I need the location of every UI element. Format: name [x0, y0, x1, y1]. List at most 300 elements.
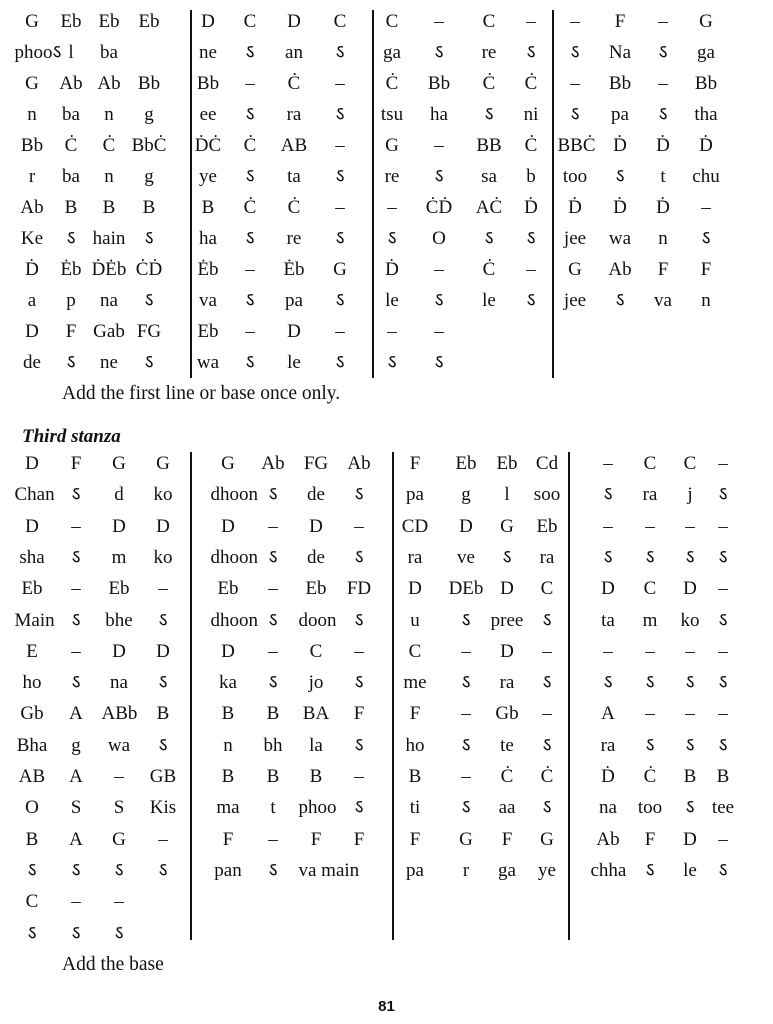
note-cell: Ċ [643, 766, 657, 787]
note-cell: – [658, 73, 668, 94]
note-cell: A [69, 828, 83, 850]
lyric-cell: ऽ [461, 672, 471, 694]
note-cell: Ḋ [25, 259, 39, 280]
lyric-row [18, 734, 736, 766]
note-cell: Ab [596, 828, 620, 850]
note-cell: C [333, 11, 347, 32]
lyric-cell: S [70, 797, 82, 819]
note-cell: – [268, 640, 278, 662]
note-cell: – [114, 891, 124, 913]
note-cell: Bb [196, 73, 220, 94]
lyric-cell: ऽ [354, 546, 364, 568]
lyric-cell: g [144, 104, 154, 125]
lyric-cell: ऽ [461, 734, 471, 756]
note-cell: Eb [455, 453, 477, 474]
note-cell: A [69, 703, 83, 725]
lyric-cell: tee [711, 797, 735, 819]
lyric-cell: ऽ [114, 859, 124, 881]
note-cell: C [385, 11, 399, 32]
lyric-cell: doon [298, 609, 337, 631]
note-cell: – [718, 515, 728, 537]
notation-grid-2 [14, 452, 736, 944]
note-cell: C [408, 640, 422, 662]
lyric-cell: la [309, 734, 323, 756]
note-cell: – [268, 828, 278, 850]
note-cell: F [657, 259, 669, 280]
note-cell: – [526, 259, 536, 280]
note-cell: D [156, 515, 170, 537]
note-cell: B [408, 766, 422, 787]
lyric-cell: ve [457, 546, 475, 568]
lyric-cell: ha [199, 228, 217, 249]
note-row [18, 452, 736, 484]
note-cell: CD [401, 515, 429, 537]
note-cell: BBĊ [557, 135, 596, 156]
note-cell: Eb [197, 321, 219, 342]
note-cell: D [112, 515, 126, 537]
lyric-cell: pree [490, 609, 524, 631]
note-cell: F [700, 259, 712, 280]
note-cell: D [287, 321, 301, 342]
note-cell: – [335, 197, 345, 218]
lyric-cell: ऽ [434, 352, 444, 373]
lyric-cell: ऽ [685, 546, 695, 568]
lyric-cell: ऽ [71, 672, 81, 694]
lyric-cell: Kis [149, 797, 177, 819]
note-cell: Ċ [287, 73, 301, 94]
note-cell: F [353, 828, 365, 850]
lyric-cell: ye [538, 859, 556, 881]
lyric-cell: phoo [298, 797, 337, 819]
note-cell: F [353, 703, 365, 725]
lyric-cell: ऽ [268, 672, 278, 694]
note-row [18, 196, 736, 228]
lyric-cell: le [287, 352, 301, 373]
note-cell: Eb [21, 578, 43, 600]
lyric-row [18, 103, 736, 135]
lyric-cell: ऽ [387, 352, 397, 373]
note-cell: C [243, 11, 257, 32]
note-cell: – [387, 321, 397, 342]
lyric-cell: Main [14, 609, 55, 631]
note-cell: Ḋ [656, 135, 670, 156]
note-row [18, 702, 736, 734]
note-cell: Eb [138, 11, 160, 32]
note-cell: – [570, 73, 580, 94]
note-cell: Ḋ [699, 135, 713, 156]
note-cell: ḊĊ [194, 135, 222, 156]
lyric-cell: r [28, 166, 36, 187]
note-cell: – [658, 11, 668, 32]
note-cell: FD [346, 578, 372, 600]
lyric-cell: ta [601, 609, 615, 631]
lyric-cell: ऽ [685, 797, 695, 819]
note-cell: D [201, 11, 215, 32]
lyric-cell: wa [196, 352, 220, 373]
lyric-row [18, 351, 736, 383]
note-cell: – [434, 11, 444, 32]
note-cell: – [335, 135, 345, 156]
lyric-row [18, 289, 736, 321]
note-cell: B [309, 766, 323, 787]
lyric-cell: dhoon [210, 484, 258, 506]
note-cell: – [245, 73, 255, 94]
lyric-cell: ऽ [245, 228, 255, 249]
note-cell: B [142, 197, 156, 218]
lyric-cell: Bha [16, 734, 48, 756]
note-cell: D [287, 11, 301, 32]
note-cell: Ċ [540, 766, 554, 787]
note-cell: BA [302, 703, 330, 725]
note-cell: – [603, 640, 613, 662]
note-row [18, 765, 736, 797]
note-cell: Eb [305, 578, 327, 600]
note-cell: Ċ [64, 135, 78, 156]
lyric-cell: re [384, 166, 400, 187]
lyric-cell: ऽ [245, 166, 255, 187]
lyric-cell: ra [286, 104, 302, 125]
note-cell: D [500, 640, 514, 662]
lyric-cell: ऽ [526, 290, 536, 311]
note-cell: Eb [496, 453, 518, 474]
note-cell: C [482, 11, 496, 32]
note-cell: – [434, 321, 444, 342]
lyric-cell: ऽ [354, 797, 364, 819]
lyric-cell: ऽ [718, 672, 728, 694]
lyric-cell: ko [153, 546, 173, 568]
lyric-cell: ऽ [434, 290, 444, 311]
note-cell: – [718, 578, 728, 600]
note-cell: – [526, 11, 536, 32]
note-cell: – [461, 766, 471, 787]
lyric-cell: ऽ [335, 104, 345, 125]
lyric-cell: ऽ [718, 609, 728, 631]
lyric-cell: ऽ [658, 42, 668, 63]
note-cell: G [221, 453, 235, 474]
lyric-cell: chu [692, 166, 720, 187]
note-cell: – [71, 640, 81, 662]
lyric-row [18, 922, 736, 954]
lyric-row [18, 796, 736, 828]
lyric-cell: ga [498, 859, 516, 881]
lyric-cell: S [113, 797, 125, 819]
lyric-cell: tha [694, 104, 718, 125]
lyric-cell: ऽ [144, 290, 154, 311]
lyric-cell: m [111, 546, 127, 568]
lyric-cell: ऽ [718, 546, 728, 568]
lyric-cell: ऽ [71, 609, 81, 631]
lyric-cell: ni [523, 104, 539, 125]
note-cell: – [434, 259, 444, 280]
note-cell: G [112, 453, 126, 474]
lyric-cell: ऽ [461, 609, 471, 631]
lyric-cell: ऽ [144, 228, 154, 249]
note-cell: Ėb [60, 259, 82, 280]
note-row [18, 828, 736, 860]
lyric-cell: wa [608, 228, 632, 249]
lyric-cell: ऽ [718, 734, 728, 756]
note-cell: Ḋ [524, 197, 538, 218]
lyric-cell: ऽ [158, 859, 168, 881]
note-cell: – [685, 640, 695, 662]
lyric-cell: tsu [380, 104, 404, 125]
lyric-cell: ऽ [268, 546, 278, 568]
lyric-cell: aa [498, 797, 516, 819]
lyric-cell: ऽ [502, 546, 512, 568]
note-cell: G [333, 259, 347, 280]
note-row [18, 258, 736, 290]
lyric-cell: ऽ [387, 228, 397, 249]
note-cell: BB [476, 135, 502, 156]
lyric-cell: ऽ [685, 734, 695, 756]
note-cell: ABb [101, 703, 138, 725]
note-cell: B [102, 197, 116, 218]
note-cell: C [25, 891, 39, 913]
lyric-cell: ऽ [603, 484, 613, 506]
note-cell: D [459, 515, 473, 537]
note-cell: Gab [93, 321, 125, 342]
note-row [18, 640, 736, 672]
note-row [18, 10, 736, 42]
note-cell: B [156, 703, 170, 725]
note-cell: – [645, 703, 655, 725]
note-cell: – [434, 135, 444, 156]
lyric-cell: ऽ [526, 228, 536, 249]
lyric-cell: ra [539, 546, 555, 568]
lyric-cell: de [23, 352, 41, 373]
lyric-row [18, 859, 736, 891]
lyric-cell: de [307, 484, 325, 506]
note-cell: Gb [20, 703, 44, 725]
lyric-cell: bhe [105, 609, 133, 631]
note-cell: – [158, 578, 168, 600]
lyric-cell: ko [680, 609, 700, 631]
lyric-cell: sa [481, 166, 497, 187]
lyric-cell: ऽ [542, 672, 552, 694]
lyric-cell: ra [499, 672, 515, 694]
lyric-cell: O [25, 797, 39, 819]
lyric-cell: jee [563, 290, 587, 311]
lyric-cell: ऽ [718, 484, 728, 506]
lyric-cell: O [432, 228, 446, 249]
lyric-cell: ऽ [461, 797, 471, 819]
note-cell: B [201, 197, 215, 218]
lyric-cell: ऽ [245, 290, 255, 311]
lyric-cell: ne [199, 42, 217, 63]
lyric-cell: chha [590, 859, 627, 881]
note-cell: – [354, 640, 364, 662]
note-cell: – [71, 891, 81, 913]
note-cell: B [64, 197, 78, 218]
lyric-cell: n [27, 104, 37, 125]
note-cell: D [309, 515, 323, 537]
note-cell: G [25, 73, 39, 94]
lyric-cell: too [562, 166, 588, 187]
note-cell: – [114, 766, 124, 787]
lyric-cell: ऽ [335, 290, 345, 311]
note-cell: – [461, 703, 471, 725]
note-cell: ĊḊ [425, 197, 453, 218]
lyric-cell: b [526, 166, 536, 187]
lyric-cell: ऽ [114, 922, 124, 944]
lyric-cell: pa [285, 290, 303, 311]
note-row [18, 134, 736, 166]
note-cell: C [540, 578, 554, 600]
note-cell: Ċ [385, 73, 399, 94]
lyric-cell: ऽ [701, 228, 711, 249]
lyric-cell: ऽ [268, 484, 278, 506]
note-cell: Ab [20, 197, 44, 218]
lyric-cell: ऽ [685, 672, 695, 694]
instruction-note: Add the first line or base once only. [62, 383, 341, 404]
note-cell: Eb [98, 11, 120, 32]
note-cell: D [408, 578, 422, 600]
note-cell: F [409, 703, 421, 725]
lyric-cell: ऽ [27, 922, 37, 944]
lyric-cell: an [285, 42, 303, 63]
lyric-cell: ऽ [434, 42, 444, 63]
note-cell: B [716, 766, 730, 787]
lyric-cell: ऽ [615, 166, 625, 187]
lyric-cell: ee [199, 104, 217, 125]
note-cell: – [335, 73, 345, 94]
note-cell: Ċ [524, 135, 538, 156]
lyric-cell: ऽ [645, 672, 655, 694]
lyric-cell: u [410, 609, 420, 631]
lyric-cell: ho [405, 734, 425, 756]
note-cell: – [245, 321, 255, 342]
note-cell: – [354, 766, 364, 787]
lyric-cell: ऽ [718, 859, 728, 881]
lyric-cell: jee [563, 228, 587, 249]
lyric-cell: ऽ [542, 609, 552, 631]
lyric-cell: ऽ [354, 734, 364, 756]
note-cell: C [309, 640, 323, 662]
note-cell: DEb [448, 578, 484, 600]
lyric-cell: va [199, 290, 217, 311]
lyric-cell: Ke [20, 228, 44, 249]
lyric-cell: ऽ [335, 42, 345, 63]
note-cell: F [614, 11, 626, 32]
lyric-cell: dhoon [210, 546, 258, 568]
lyric-row [14, 609, 736, 641]
note-cell: Ḋ [601, 766, 615, 787]
note-cell: – [603, 453, 613, 474]
lyric-cell: na [100, 290, 118, 311]
lyric-cell: m [642, 609, 658, 631]
lyric-cell: bh [263, 734, 283, 756]
note-cell: B [266, 703, 280, 725]
note-cell: D [221, 515, 235, 537]
lyric-cell: l [68, 42, 74, 63]
note-cell: Eb [60, 11, 82, 32]
note-cell: AB [18, 766, 46, 787]
lyric-cell: ऽ [484, 104, 494, 125]
lyric-cell: d [114, 484, 124, 506]
lyric-cell: ne [100, 352, 118, 373]
lyric-row [18, 671, 736, 703]
lyric-cell: re [481, 42, 497, 63]
lyric-cell: ऽ [658, 104, 668, 125]
note-cell: G [156, 453, 170, 474]
lyric-cell: ye [199, 166, 217, 187]
lyric-cell: ko [153, 484, 173, 506]
note-cell: – [701, 197, 711, 218]
note-cell: D [683, 578, 697, 600]
note-cell: – [71, 578, 81, 600]
note-cell: – [685, 515, 695, 537]
lyric-cell: ra [600, 734, 616, 756]
lyric-cell: na [110, 672, 128, 694]
lyric-cell: pa [611, 104, 629, 125]
note-cell: AĊ [475, 197, 503, 218]
lyric-cell: na [599, 797, 617, 819]
note-cell: Bb [694, 73, 718, 94]
note-cell: Ċ [482, 259, 496, 280]
note-cell: – [71, 515, 81, 537]
note-cell: FG [136, 321, 162, 342]
note-row [18, 577, 736, 609]
note-cell: – [685, 703, 695, 725]
lyric-cell: ऽ [570, 104, 580, 125]
lyric-cell: l [504, 484, 510, 506]
lyric-cell: ka [219, 672, 237, 694]
lyric-cell: ऽ [71, 546, 81, 568]
note-row [18, 320, 736, 352]
lyric-cell: ta [287, 166, 301, 187]
lyric-cell: ऽ [245, 42, 255, 63]
lyric-cell: Chan [14, 484, 55, 506]
note-row [18, 890, 736, 922]
note-cell: D [25, 515, 39, 537]
lyric-cell: ma [216, 797, 240, 819]
lyric-cell: ga [697, 42, 715, 63]
note-row [18, 515, 736, 547]
note-cell: ḊĖb [91, 259, 127, 280]
lyric-cell: ऽ [645, 859, 655, 881]
note-cell: A [69, 766, 83, 787]
note-cell: D [156, 640, 170, 662]
note-cell: B [221, 703, 235, 725]
section-heading: Third stanza [22, 426, 121, 447]
note-cell: Ḋ [568, 197, 582, 218]
lyric-cell: n [658, 228, 668, 249]
lyric-cell: ha [430, 104, 448, 125]
note-cell: F [409, 828, 421, 850]
lyric-cell: ऽ [645, 546, 655, 568]
lyric-cell: n [104, 166, 114, 187]
lyric-cell: ऽ [645, 734, 655, 756]
lyric-cell: va main [298, 859, 360, 881]
note-cell: G [500, 515, 514, 537]
lyric-cell: me [403, 672, 427, 694]
note-cell: Gb [495, 703, 519, 725]
note-cell: – [542, 640, 552, 662]
note-cell: D [112, 640, 126, 662]
lyric-cell: ऽ [71, 859, 81, 881]
lyric-cell: n [701, 290, 711, 311]
note-cell: AB [280, 135, 308, 156]
note-cell: F [65, 321, 77, 342]
note-cell: Eb [108, 578, 130, 600]
lyric-cell: sha [19, 546, 45, 568]
lyric-cell: too [637, 797, 663, 819]
note-cell: D [25, 453, 39, 474]
note-cell: – [461, 640, 471, 662]
lyric-cell: pan [214, 859, 242, 881]
lyric-cell: n [223, 734, 233, 756]
note-cell: G [25, 11, 39, 32]
